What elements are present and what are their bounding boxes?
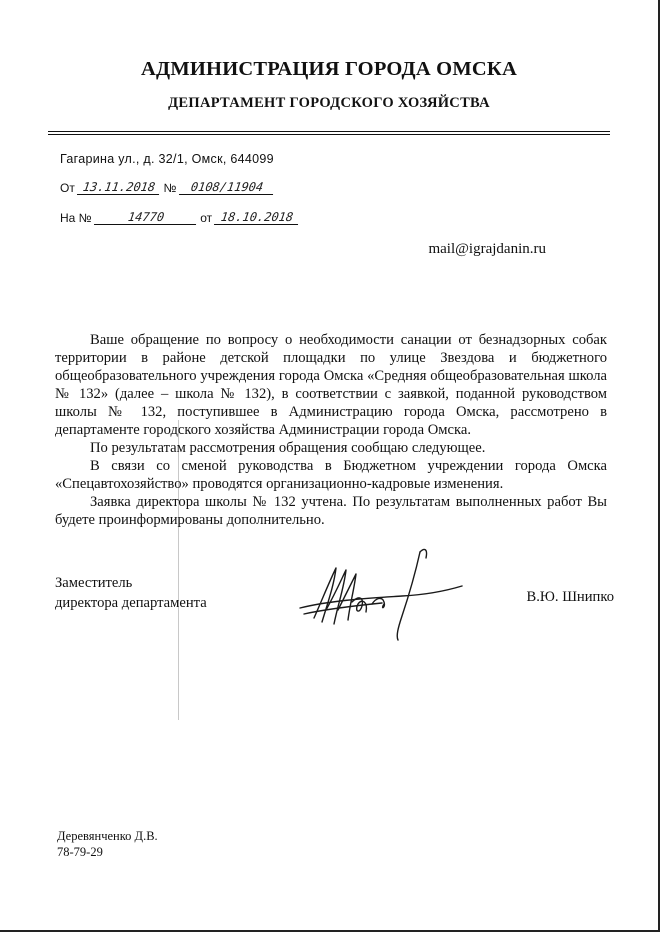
organization-title: АДМИНИСТРАЦИЯ ГОРОДА ОМСКА	[141, 58, 517, 80]
recipient-email: mail@igrajdanin.ru	[428, 241, 546, 257]
reference-label: На №	[60, 211, 92, 225]
body-paragraph: Ваше обращение по вопросу о необходимости санации от безнадзорных собак территории в районе детской площадки по улице Звездова и бюджетного общеобразовательного учреждения города Омска «Средняя общеобразовательная школа № 132» (далее – школа № 132), в соответствии с заявкой, поданной руководством школы № 132, поступившее в Администрацию города Омска, рассмотрено в департаменте городского хозяйства Администрации города Омска.	[55, 332, 607, 438]
reference-registration-line	[60, 210, 299, 225]
number-label: №	[163, 181, 177, 195]
executor-phone: 78-79-29	[57, 845, 103, 859]
signer-position	[55, 573, 207, 613]
body-paragraph: Заявка директора школы № 132 учтена. По результатам выполненных работ Вы будете проинформированы дополнительно.	[55, 494, 607, 528]
outgoing-date: 13.11.2018	[77, 180, 161, 195]
executor-name: Деревянченко Д.В.	[57, 829, 158, 843]
signer-position-line1: Заместитель	[55, 575, 133, 591]
handwritten-signature	[292, 540, 472, 645]
from-label: От	[60, 181, 75, 195]
reference-number: 14770	[94, 210, 198, 225]
outgoing-registration-line	[60, 180, 274, 195]
signer-position-line2: директора департамента	[55, 595, 207, 611]
outgoing-number: 0108/11904	[179, 180, 275, 195]
letter-body	[55, 331, 607, 529]
executor-info	[57, 828, 158, 860]
reference-date-label: от	[200, 211, 213, 225]
body-paragraph: По результатам рассмотрения обращения сообщаю следующее.	[90, 440, 486, 456]
reference-date: 18.10.2018	[214, 210, 300, 225]
header-rule-bottom	[48, 134, 610, 135]
signer-name: В.Ю. Шнипко	[526, 589, 614, 605]
header-rule-top	[48, 131, 610, 132]
body-paragraph: В связи со сменой руководства в Бюджетном учреждении города Омска «Спецавтохозяйство» проводятся организационно-кадровые изменения.	[55, 458, 607, 492]
department-title: ДЕПАРТАМЕНТ ГОРОДСКОГО ХОЗЯЙСТВА	[168, 95, 490, 111]
sender-address: Гагарина ул., д. 32/1, Омск, 644099	[60, 152, 274, 166]
